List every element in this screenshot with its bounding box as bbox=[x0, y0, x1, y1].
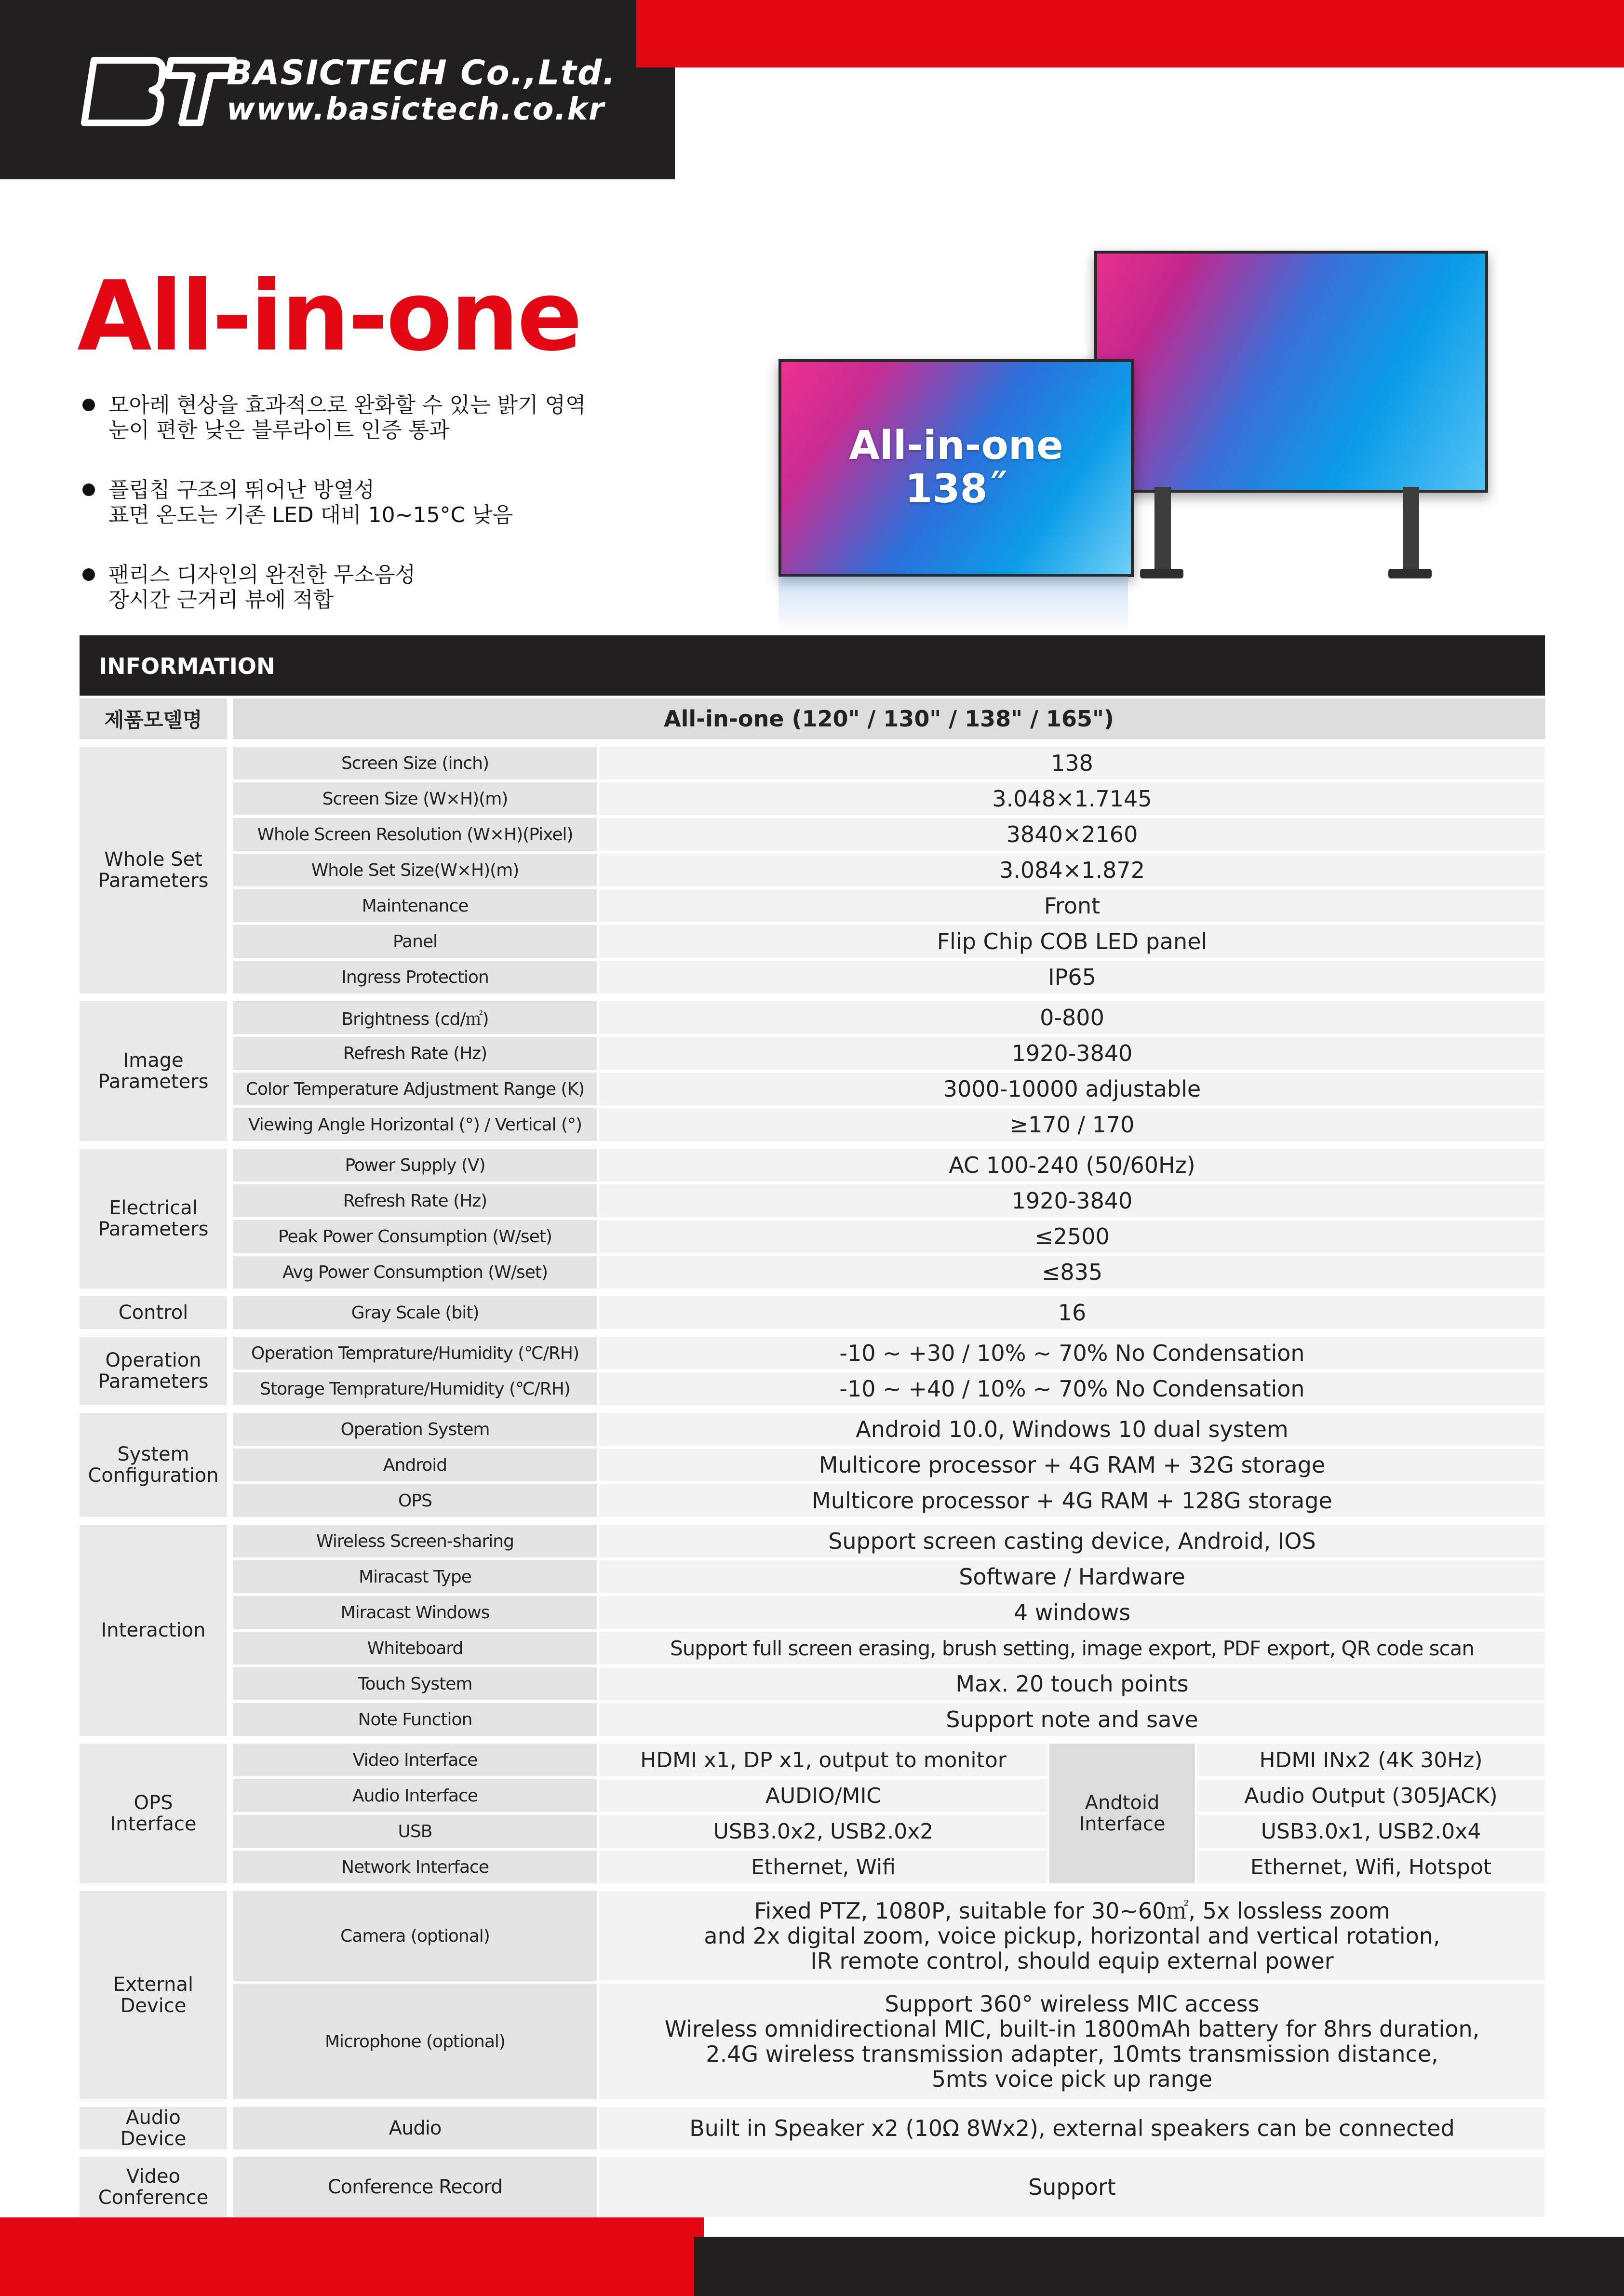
value-cell: 1920-3840 bbox=[599, 1037, 1545, 1070]
information-header bbox=[80, 635, 1545, 696]
table-row bbox=[80, 925, 1545, 958]
table-row bbox=[80, 1703, 1545, 1736]
header-red-stripe bbox=[636, 0, 1624, 67]
stand-leg-right bbox=[1403, 487, 1419, 574]
table-row bbox=[80, 818, 1545, 851]
param-cell: Viewing Angle Horizontal (°) / Vertical (°) bbox=[233, 1108, 599, 1141]
table-row bbox=[80, 698, 1545, 739]
table-row bbox=[80, 1108, 1545, 1141]
feature-line: 팬리스 디자인의 완전한 무소음성 bbox=[108, 563, 416, 587]
model-label: 제품모델명 bbox=[80, 698, 233, 739]
param-cell: Audio Interface bbox=[233, 1779, 599, 1812]
table-row bbox=[80, 1667, 1545, 1700]
table-row bbox=[80, 1596, 1545, 1629]
param-cell: Android bbox=[233, 1449, 599, 1481]
company-website[interactable]: www.basictech.co.kr bbox=[227, 92, 605, 127]
category-cell: External Device bbox=[80, 1891, 233, 2099]
param-cell: Whole Screen Resolution (W×H)(Pixel) bbox=[233, 818, 599, 851]
value-cell: 3840×2160 bbox=[599, 818, 1545, 851]
value-cell: Support full screen erasing, brush setting, image export, PDF export, QR code scan bbox=[599, 1632, 1545, 1665]
param-cell: Screen Size (inch) bbox=[233, 747, 599, 779]
model-value: All-in-one (120" / 130" / 138" / 165") bbox=[233, 698, 1545, 739]
value-line: IR remote control, should equip external power bbox=[810, 1948, 1334, 1974]
value-cell: Support bbox=[599, 2157, 1545, 2217]
table-row bbox=[80, 1779, 1545, 1812]
screen-label-line: All-in-one bbox=[849, 423, 1063, 469]
category-cell: Image Parameters bbox=[80, 1001, 233, 1141]
value-cell: -10 ~ +40 / 10% ~ 70% No Condensation bbox=[599, 1372, 1545, 1405]
bt-logo bbox=[80, 51, 239, 130]
category-cell: Control bbox=[80, 1296, 233, 1329]
feature-list bbox=[80, 393, 706, 647]
ops-value-cell: Ethernet, Wifi bbox=[599, 1851, 1047, 1883]
spec-table bbox=[80, 696, 1545, 2220]
param-cell: Peak Power Consumption (W/set) bbox=[233, 1220, 599, 1253]
value-cell: Multicore processor + 4G RAM + 32G storage bbox=[599, 1449, 1545, 1481]
feature-item bbox=[80, 393, 706, 443]
value-line: 2.4G wireless transmission adapter, 10mts transmission distance, bbox=[706, 2041, 1438, 2067]
param-cell: Audio bbox=[233, 2107, 599, 2149]
value-cell: ≤2500 bbox=[599, 1220, 1545, 1253]
param-cell: Avg Power Consumption (W/set) bbox=[233, 1256, 599, 1289]
param-cell: Refresh Rate (Hz) bbox=[233, 1184, 599, 1217]
category-cell: Interaction bbox=[80, 1525, 233, 1736]
value-cell: Flip Chip COB LED panel bbox=[599, 925, 1545, 958]
param-cell: OPS bbox=[233, 1484, 599, 1517]
param-cell: Screen Size (W×H)(m) bbox=[233, 782, 599, 815]
param-cell: Miracast Type bbox=[233, 1560, 599, 1593]
category-cell: System Configuration bbox=[80, 1413, 233, 1517]
value-cell bbox=[599, 1891, 1545, 1981]
value-cell: Support note and save bbox=[599, 1703, 1545, 1736]
value-line: Wireless omnidirectional MIC, built-in 1800mAh battery for 8hrs duration, bbox=[664, 2016, 1480, 2042]
param-cell: Power Supply (V) bbox=[233, 1149, 599, 1182]
android-value-cell: Audio Output (305JACK) bbox=[1197, 1779, 1545, 1812]
category-cell: Audio Device bbox=[80, 2107, 233, 2149]
table-row bbox=[80, 1073, 1545, 1105]
value-cell: 1920-3840 bbox=[599, 1184, 1545, 1217]
value-line: Support 360° wireless MIC access bbox=[885, 1991, 1260, 2017]
value-line: Fixed PTZ, 1080P, suitable for 30~60㎡, 5x lossless zoom bbox=[754, 1898, 1390, 1924]
feature-item bbox=[80, 478, 706, 528]
table-row bbox=[80, 2107, 1545, 2149]
table-row bbox=[80, 747, 1545, 779]
table-row bbox=[80, 2157, 1545, 2217]
param-cell: Brightness (cd/㎡) bbox=[233, 1001, 599, 1034]
screen-label-line: 138˝ bbox=[905, 466, 1007, 512]
value-cell: -10 ~ +30 / 10% ~ 70% No Condensation bbox=[599, 1337, 1545, 1370]
table-row bbox=[80, 854, 1545, 886]
table-row bbox=[80, 1220, 1545, 1253]
value-cell: 4 windows bbox=[599, 1596, 1545, 1629]
product-image-large-screen bbox=[1094, 251, 1488, 493]
bullet-dot-icon bbox=[82, 399, 95, 411]
table-row bbox=[80, 1560, 1545, 1593]
table-row bbox=[80, 1815, 1545, 1848]
footer-red-band bbox=[0, 2217, 704, 2296]
param-cell: Microphone (optional) bbox=[233, 1984, 599, 2099]
param-cell: Color Temperature Adjustment Range (K) bbox=[233, 1073, 599, 1105]
stand-foot-left bbox=[1140, 569, 1183, 578]
ops-value-cell: HDMI x1, DP x1, output to monitor bbox=[599, 1744, 1047, 1776]
param-cell: Storage Temprature/Humidity (℃/RH) bbox=[233, 1372, 599, 1405]
value-cell: Max. 20 touch points bbox=[599, 1667, 1545, 1700]
stand-foot-right bbox=[1388, 569, 1432, 578]
table-row bbox=[80, 961, 1545, 994]
param-cell: Panel bbox=[233, 925, 599, 958]
value-line: 5mts voice pick up range bbox=[931, 2066, 1213, 2092]
table-row bbox=[80, 782, 1545, 815]
param-cell: Operation Temprature/Humidity (℃/RH) bbox=[233, 1337, 599, 1370]
category-cell: Electrical Parameters bbox=[80, 1149, 233, 1289]
param-cell: Whiteboard bbox=[233, 1632, 599, 1665]
table-row bbox=[80, 1296, 1545, 1329]
screen-reflection bbox=[778, 576, 1128, 634]
feature-line: 모아레 현상을 효과적으로 완화할 수 있는 밝기 영역 bbox=[108, 393, 586, 417]
table-row bbox=[80, 889, 1545, 922]
information-title: INFORMATION bbox=[99, 653, 275, 679]
table-row bbox=[80, 1525, 1545, 1558]
table-row bbox=[80, 1149, 1545, 1182]
value-cell: Front bbox=[599, 889, 1545, 922]
value-cell: 0-800 bbox=[599, 1001, 1545, 1034]
value-cell: IP65 bbox=[599, 961, 1545, 994]
param-cell: Camera (optional) bbox=[233, 1891, 599, 1981]
company-name: BASICTECH Co.,Ltd. bbox=[227, 53, 617, 93]
feature-line: 표면 온도는 기존 LED 대비 10~15°C 낮음 bbox=[108, 503, 513, 527]
android-value-cell: Ethernet, Wifi, Hotspot bbox=[1197, 1851, 1545, 1883]
table-row bbox=[80, 1001, 1545, 1034]
feature-item bbox=[80, 563, 706, 613]
param-cell: Note Function bbox=[233, 1703, 599, 1736]
table-row bbox=[80, 1256, 1545, 1289]
table-row bbox=[80, 1891, 1545, 1981]
screen-label bbox=[778, 424, 1134, 511]
param-cell: Touch System bbox=[233, 1667, 599, 1700]
value-cell: Support screen casting device, Android, IOS bbox=[599, 1525, 1545, 1558]
value-cell bbox=[599, 1984, 1545, 2099]
bullet-dot-icon bbox=[82, 568, 95, 581]
param-cell: Refresh Rate (Hz) bbox=[233, 1037, 599, 1070]
android-value-cell: USB3.0x1, USB2.0x4 bbox=[1197, 1815, 1545, 1848]
param-cell: Video Interface bbox=[233, 1744, 599, 1776]
table-row bbox=[80, 1744, 1545, 1776]
category-cell: Whole Set Parameters bbox=[80, 747, 233, 994]
bullet-dot-icon bbox=[82, 483, 95, 496]
param-cell: Conference Record bbox=[233, 2157, 599, 2217]
category-cell: OPS Interface bbox=[80, 1744, 233, 1883]
value-cell: ≤835 bbox=[599, 1256, 1545, 1289]
param-cell: USB bbox=[233, 1815, 599, 1848]
value-cell: 16 bbox=[599, 1296, 1545, 1329]
header-white-cut bbox=[675, 67, 1624, 179]
param-cell: Ingress Protection bbox=[233, 961, 599, 994]
value-cell: Multicore processor + 4G RAM + 128G storage bbox=[599, 1484, 1545, 1517]
value-cell: Built in Speaker x2 (10Ω 8Wx2), external speakers can be connected bbox=[599, 2107, 1545, 2149]
param-cell: Network Interface bbox=[233, 1851, 599, 1883]
table-row bbox=[80, 1184, 1545, 1217]
param-cell: Gray Scale (bit) bbox=[233, 1296, 599, 1329]
feature-line: 눈이 편한 낮은 블루라이트 인증 통과 bbox=[108, 418, 450, 443]
category-cell: Video Conference bbox=[80, 2157, 233, 2217]
param-cell: Maintenance bbox=[233, 889, 599, 922]
android-value-cell: HDMI INx2 (4K 30Hz) bbox=[1197, 1744, 1545, 1776]
category-cell: Operation Parameters bbox=[80, 1337, 233, 1405]
table-row bbox=[80, 1037, 1545, 1070]
param-cell: Whole Set Size(W×H)(m) bbox=[233, 854, 599, 886]
value-cell: 3.084×1.872 bbox=[599, 854, 1545, 886]
value-cell: 3000-10000 adjustable bbox=[599, 1073, 1545, 1105]
table-row bbox=[80, 1984, 1545, 2099]
table-row bbox=[80, 1372, 1545, 1405]
table-row bbox=[80, 1449, 1545, 1481]
ops-value-cell: USB3.0x2, USB2.0x2 bbox=[599, 1815, 1047, 1848]
android-interface-label: Andtoid Interface bbox=[1047, 1744, 1197, 1883]
feature-line: 장시간 근거리 뷰에 적합 bbox=[108, 588, 334, 612]
table-row bbox=[80, 1413, 1545, 1446]
value-cell: 3.048×1.7145 bbox=[599, 782, 1545, 815]
page-title: All-in-one bbox=[77, 260, 581, 373]
feature-line: 플립칩 구조의 뛰어난 방열성 bbox=[108, 478, 375, 502]
table-row bbox=[80, 1484, 1545, 1517]
param-cell: Miracast Windows bbox=[233, 1596, 599, 1629]
param-cell: Operation System bbox=[233, 1413, 599, 1446]
footer-dark-band bbox=[694, 2237, 1624, 2296]
param-cell: Wireless Screen-sharing bbox=[233, 1525, 599, 1558]
table-row bbox=[80, 1851, 1545, 1883]
stand-leg-left bbox=[1154, 487, 1171, 574]
table-row bbox=[80, 1632, 1545, 1665]
value-cell: Software / Hardware bbox=[599, 1560, 1545, 1593]
value-line: and 2x digital zoom, voice pickup, horizontal and vertical rotation, bbox=[704, 1923, 1440, 1949]
value-cell: Android 10.0, Windows 10 dual system bbox=[599, 1413, 1545, 1446]
value-cell: AC 100-240 (50/60Hz) bbox=[599, 1149, 1545, 1182]
ops-value-cell: AUDIO/MIC bbox=[599, 1779, 1047, 1812]
value-cell: ≥170 / 170 bbox=[599, 1108, 1545, 1141]
table-row bbox=[80, 1337, 1545, 1370]
value-cell: 138 bbox=[599, 747, 1545, 779]
